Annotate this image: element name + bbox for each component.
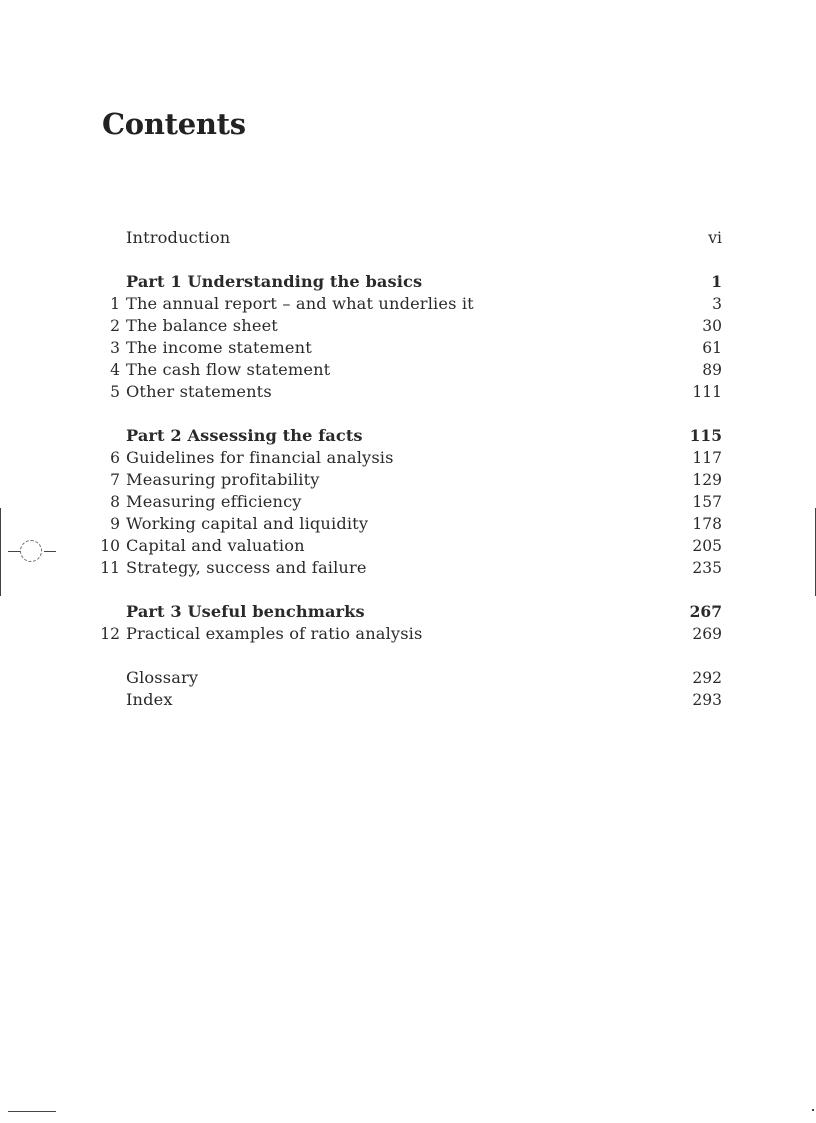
registration-mark-icon [20,540,42,562]
toc-chapter-11[interactable] [90,557,722,579]
page-number: 293 [692,691,722,709]
page-number: 205 [692,537,722,555]
crop-mark-left-tick-2 [44,551,56,552]
toc-part-2[interactable] [90,425,722,447]
toc-chapter-6[interactable] [90,447,722,469]
entry-title: The cash flow statement [126,360,331,379]
chapter-number: 7 [110,471,120,489]
page-number: 267 [689,602,722,621]
part-title: Part 1 Understanding the basics [126,272,423,291]
entry-title: Guidelines for financial analysis [126,448,394,467]
page-number: 3 [712,295,722,313]
entry-title: Measuring efficiency [126,492,302,511]
page-number: vi [708,229,722,247]
crop-mark-bottom-right [812,1109,814,1111]
toc-chapter-7[interactable] [90,469,722,491]
toc-chapter-2[interactable] [90,315,722,337]
entry-title: Practical examples of ratio analysis [126,624,423,643]
chapter-number: 3 [110,339,120,357]
page-number: 117 [692,449,722,467]
entry-title: Introduction [126,228,231,247]
page-number: 129 [692,471,722,489]
chapter-number: 10 [100,537,120,555]
page-title: Contents [102,107,246,141]
toc-chapter-12[interactable] [90,623,722,645]
page-number: 111 [692,383,722,401]
entry-title: The annual report – and what underlies it [126,294,474,313]
part-title: Part 3 Useful benchmarks [126,602,365,621]
page-number: 292 [692,669,722,687]
toc-part-3[interactable] [90,601,722,623]
entry-title: Strategy, success and failure [126,558,367,577]
toc-part-1[interactable] [90,271,722,293]
toc-entry-introduction[interactable] [90,227,722,249]
crop-mark-left-vertical [0,508,1,596]
page-number: 61 [702,339,722,357]
toc-chapter-1[interactable] [90,293,722,315]
entry-title: Capital and valuation [126,536,305,555]
toc-chapter-10[interactable] [90,535,722,557]
toc-chapter-8[interactable] [90,491,722,513]
entry-title: Other statements [126,382,272,401]
toc-chapter-4[interactable] [90,359,722,381]
page-number: 157 [692,493,722,511]
page-number: 235 [692,559,722,577]
entry-title: Index [126,690,173,709]
crop-mark-bottom-left [8,1111,56,1112]
page-number: 30 [702,317,722,335]
chapter-number: 5 [110,383,120,401]
chapter-number: 1 [110,295,120,313]
crop-mark-left-tick-1 [8,551,20,552]
page-number: 115 [689,426,722,445]
toc-entry-index[interactable] [90,689,722,711]
chapter-number: 12 [100,625,120,643]
page-number: 269 [692,625,722,643]
toc-chapter-5[interactable] [90,381,722,403]
chapter-number: 11 [100,559,120,577]
entry-title: Working capital and liquidity [126,514,369,533]
chapter-number: 4 [110,361,120,379]
chapter-number: 6 [110,449,120,467]
chapter-number: 8 [110,493,120,511]
entry-title: Measuring profitability [126,470,320,489]
toc-chapter-3[interactable] [90,337,722,359]
toc-chapter-9[interactable] [90,513,722,535]
part-title: Part 2 Assessing the facts [126,426,363,445]
page-number: 89 [702,361,722,379]
entry-title: The balance sheet [126,316,278,335]
entry-title: The income statement [126,338,312,357]
chapter-number: 9 [110,515,120,533]
entry-title: Glossary [126,668,199,687]
toc-entry-glossary[interactable] [90,667,722,689]
page-number: 1 [711,272,722,291]
chapter-number: 2 [110,317,120,335]
page-number: 178 [692,515,722,533]
